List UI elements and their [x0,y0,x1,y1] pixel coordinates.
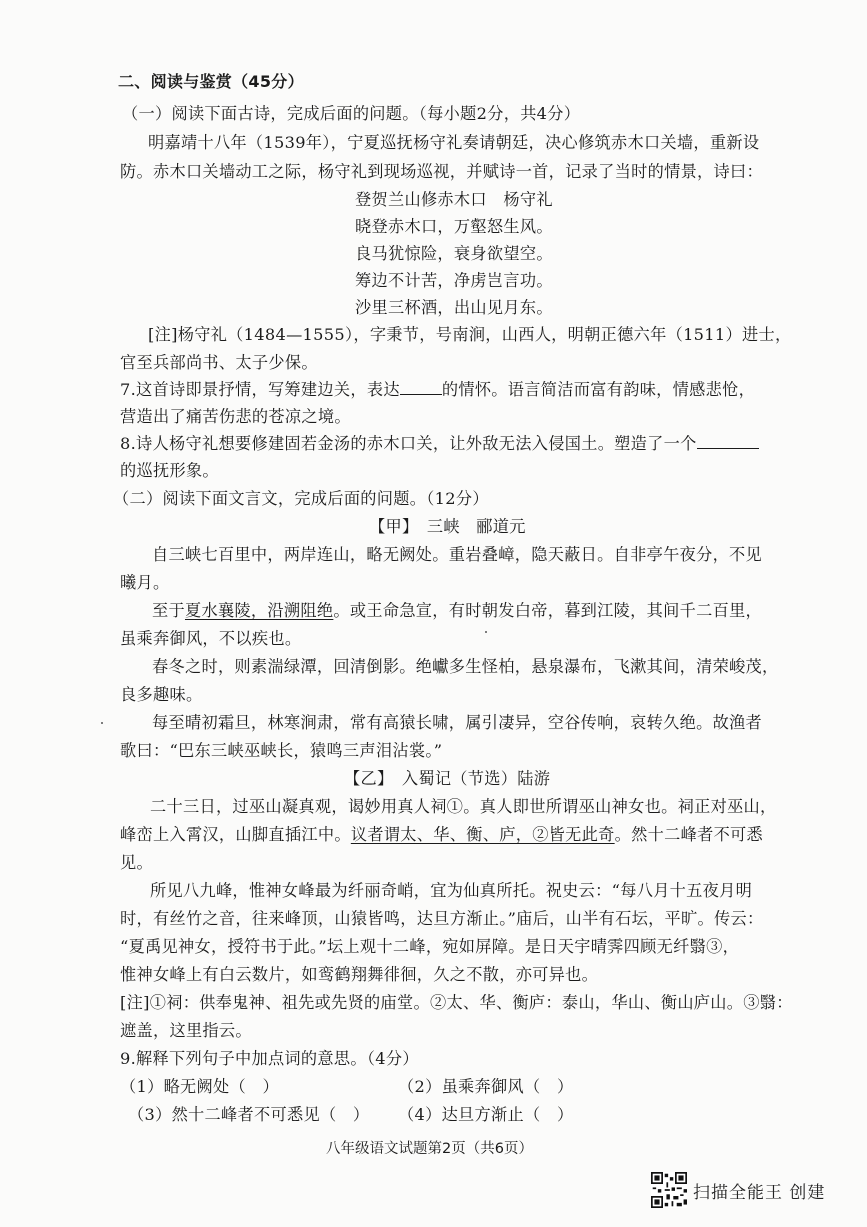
jia-p2-text: 至于 [152,601,185,620]
poem-line: 晓登赤木口，万壑怒生风。 [355,217,553,236]
scanner-label: 扫描全能王 创建 [693,1182,826,1203]
answer-blank-8[interactable] [697,434,759,449]
part2-title: （二）阅读下面文言文，完成后面的问题。（12分） [113,489,489,508]
yi-note-line2: 遮盖，这里指云。 [120,1021,252,1040]
yi-paragraph [120,825,763,845]
question-7-text-a: 7.这首诗即景抒情，写筹建边关，表达 [120,380,400,399]
answer-blank-7[interactable] [400,380,442,395]
underlined-sentence: 夏水襄陵，沿溯阻绝 [184,601,334,620]
poem-note-line1: [注]杨守礼（1484—1555），字秉节，号南涧，山西人，明朝正德六年（1511）进士， [148,325,792,344]
question-7 [120,380,755,400]
underlined-sentence: 议者谓太、华、衡、庐，②皆无此奇 [350,825,615,844]
question-9-title: 9.解释下列句子中加点词的意思。（4分） [120,1049,419,1068]
poem-note-line2: 官至兵部尚书、太子少保。 [120,353,318,372]
scan-speck [485,631,487,633]
jia-paragraph: 自三峡七百里中，两岸连山，略无阙处。重岩叠嶂，隐天蔽日。自非亭午夜分，不见 [152,545,763,564]
yi-paragraph: 时，有丝竹之音，往来峰顶，山猿皆鸣，达旦方渐止。”庙后，山半有石坛，平旷。传云： [120,909,764,928]
question-7-text-b: 的情怀。语言简洁而富有韵味，情感悲怆， [441,380,756,399]
part1-intro-line2: 防。赤木口关墙动工之际，杨守礼到现场巡视，并赋诗一首，记录了当时的情景，诗曰： [120,162,764,181]
part1-title: （一）阅读下面古诗，完成后面的问题。（每小题2分，共4分） [122,104,581,123]
question-9-item: （1）略无阙处（ ） [120,1077,279,1096]
scanner-watermark [651,1172,825,1208]
jia-heading: 【甲】 三峡 郦道元 [369,517,526,536]
yi-paragraph: 见。 [120,853,153,872]
part1-intro-line1: 明嘉靖十八年（1539年），宁夏巡抚杨守礼奏请朝廷，决心修筑赤木口关墙，重新设 [148,133,760,152]
poem-line: 良马犹惊险，衰身欲望空。 [355,244,553,263]
question-8 [120,434,759,454]
question-8-cont: 的巡抚形象。 [120,461,219,480]
yi-heading: 【乙】 入蜀记（节选）陆游 [344,769,551,788]
jia-paragraph [152,601,762,621]
yi-paragraph: 所见八九峰，惟神女峰最为纤丽奇峭，宜为仙真所托。祝史云：“每八月十五夜月明 [150,881,753,900]
qr-code-icon [651,1172,687,1208]
jia-paragraph: 曦月。 [120,573,170,592]
poem-line: 筹边不计苦，净虏岂言功。 [355,271,553,290]
question-7-cont: 营造出了痛苦伤悲的苍凉之境。 [120,407,351,426]
yi-p1-text: 。然十二峰者不可悉 [614,825,764,844]
jia-paragraph: 每至晴初霜旦，林寒涧肃，常有高猿长啸，属引凄异，空谷传响，哀转久绝。故渔者 [152,713,763,732]
jia-p2-text: 。或王命急宣，有时朝发白帝，暮到江陵，其间千二百里， [333,601,763,620]
jia-paragraph: 良多趣味。 [120,685,203,704]
jia-paragraph: 虽乘奔御风，不以疾也。 [120,629,302,648]
question-9-item: （3）然十二峰者不可悉见（ ） [128,1105,370,1124]
yi-paragraph: 二十三日，过巫山凝真观，谒妙用真人祠①。真人即世所谓巫山神女也。祠正对巫山， [150,797,777,816]
yi-p1-text: 峰峦上入霄汉，山脚直插江中。 [120,825,351,844]
poem-title-author: 登贺兰山修赤木口 杨守礼 [355,190,553,209]
yi-note-line1: [注]①祠：供奉鬼神、祖先或先贤的庙堂。②太、华、衡庐：泰山，华山、衡山庐山。③翳： [120,993,793,1012]
question-8-text-a: 8.诗人杨守礼想要修建固若金汤的赤木口关，让外敌无法入侵国土。塑造了一个 [120,434,697,453]
question-9-item: （2）虽乘奔御风（ ） [398,1077,574,1096]
yi-paragraph: “夏禹见神女，授符书于此。”坛上观十二峰，宛如屏障。是日天宇晴霁四顾无纤翳③， [120,937,740,956]
question-9-item: （4）达旦方渐止（ ） [398,1105,574,1124]
jia-paragraph: 歌曰：“巴东三峡巫峡长，猿鸣三声泪沾裳。” [120,741,443,760]
yi-paragraph: 惟神女峰上有白云数片，如鸾鹤翔舞徘徊，久之不散，亦可异也。 [120,965,599,984]
page-footer: 八年级语文试题第2页（共6页） [326,1141,533,1157]
scan-speck [101,722,103,724]
jia-paragraph: 春冬之时，则素湍绿潭，回清倒影。绝巘多生怪柏，悬泉瀑布，飞漱其间，清荣峻茂， [152,657,779,676]
section-title: 二、阅读与鉴赏（45分） [118,72,304,91]
poem-line: 沙里三杯酒，出山见月东。 [355,298,553,317]
